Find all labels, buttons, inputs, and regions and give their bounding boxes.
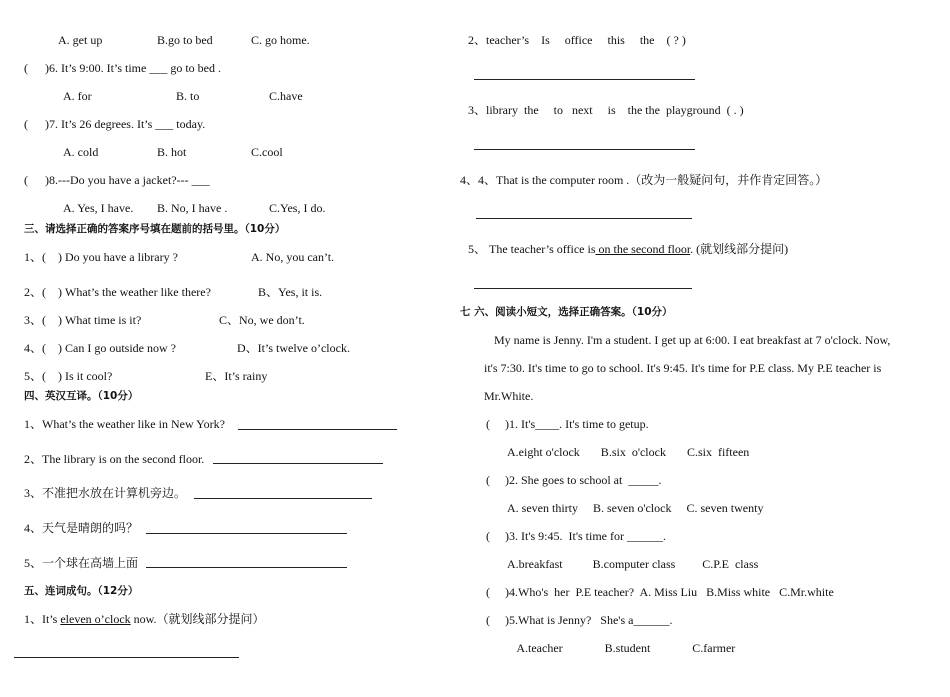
- q7-option-b: B. hot: [157, 145, 187, 159]
- r-q2-paren: (: [486, 473, 490, 487]
- s5-q1: [24, 612, 265, 626]
- s3-a3: C、No, we don’t.: [219, 313, 305, 327]
- s5-q5: [468, 242, 788, 256]
- s4-item3: 3、不准把水放在计算机旁边。: [24, 486, 187, 500]
- s4-item2: 2、The library is on the second floor.: [24, 452, 205, 466]
- q7-option-c: C.cool: [251, 145, 283, 159]
- q8-option-b: B. No, I have .: [157, 201, 228, 215]
- q6-question: )6. It’s 9:00. It’s time ___ go to bed .: [45, 61, 221, 75]
- q6-option-a: A. for: [63, 89, 92, 103]
- section4-title: 四、英汉互译。（10分）: [24, 390, 139, 402]
- s4-item1: 1、What’s the weather like in New York?: [24, 417, 225, 431]
- r-q1-options: A.eight o'clock B.six o'clock C.six fifteen: [507, 445, 750, 459]
- s5-q4: 4、4、That is the computer room .（改为一般疑问句，并作肯定回答。）: [460, 173, 828, 187]
- q5-option-b: B.go to bed: [157, 33, 213, 47]
- s5-q5-underlined: on the second floor: [595, 242, 691, 256]
- q6-option-c: C.have: [269, 89, 303, 103]
- s5-q5-pre: 5、 The teacher’s office is: [468, 242, 596, 256]
- r-q5: )5.What is Jenny? She's a______.: [505, 613, 673, 627]
- r-q1-paren: (: [486, 417, 490, 431]
- s5-q1-underlined: eleven o’clock: [60, 612, 131, 626]
- s5-answer-line3[interactable]: [474, 149, 695, 150]
- s4-answer-line1[interactable]: [238, 429, 397, 430]
- q8-paren: (: [24, 173, 28, 187]
- r-q4: )4.Who's her P.E teacher? A. Miss Liu B.Miss white C.Mr.white: [505, 585, 834, 599]
- s5-q2: 2、teacher’s Is office this the ( ? ): [468, 33, 686, 47]
- s3-q2: 2、( ) What’s the weather like there?: [24, 285, 211, 299]
- s4-item5: 5、一个球在高墙上面: [24, 556, 139, 570]
- s5-q3: 3、library the to next is the the playground ( . ): [468, 103, 744, 117]
- s3-q5: 5、( ) Is it cool?: [24, 369, 113, 383]
- q8-question: )8.---Do you have a jacket?--- ___: [45, 173, 210, 187]
- passage-line1: My name is Jenny. I'm a student. I get up at 6:00. I eat breakfast at 7 o'clock. Now,: [494, 333, 891, 347]
- s5-q5-post: . (就划线部分提问): [690, 242, 789, 256]
- s5-answer-line2[interactable]: [474, 79, 695, 80]
- q5-option-c: C. go home.: [251, 33, 310, 47]
- r-q5-options: A.teacher B.student C.farmer: [502, 641, 736, 655]
- s3-q3: 3、( ) What time is it?: [24, 313, 142, 327]
- r-q2-options: A. seven thirty B. seven o'clock C. seven twenty: [507, 501, 764, 515]
- s3-a2: B、Yes, it is.: [258, 285, 323, 299]
- s5-answer-line4[interactable]: [476, 218, 692, 219]
- s5-answer-line1[interactable]: [14, 657, 239, 658]
- q7-question: )7. It’s 26 degrees. It’s ___ today.: [45, 117, 206, 131]
- q6-paren: (: [24, 61, 28, 75]
- q8-option-a: A. Yes, I have.: [63, 201, 134, 215]
- s4-answer-line5[interactable]: [146, 567, 347, 568]
- s4-item4: 4、天气是晴朗的吗？: [24, 521, 139, 535]
- s4-answer-line2[interactable]: [213, 463, 383, 464]
- r-q4-paren: (: [486, 585, 490, 599]
- s4-answer-line3[interactable]: [194, 498, 372, 499]
- q6-option-b: B. to: [176, 89, 200, 103]
- r-q1: )1. It's____. It's time to getup.: [505, 417, 649, 431]
- section7-title: 七 六、阅读小短文，选择正确答案。（10分）: [460, 306, 673, 318]
- s3-a5: E、It’s rainy: [205, 369, 268, 383]
- s3-a4: D、It’s twelve o’clock.: [237, 341, 350, 355]
- r-q3-paren: (: [486, 529, 490, 543]
- s3-q1: 1、( ) Do you have a library ?: [24, 250, 178, 264]
- s5-q1-pre: 1、It’s: [24, 612, 61, 626]
- s3-q4: 4、( ) Can I go outside now ?: [24, 341, 176, 355]
- q7-paren: (: [24, 117, 28, 131]
- passage-line2: it's 7:30. It's time to go to school. It's 9:45. It's time for P.E class. My P.E teacher is: [484, 361, 882, 375]
- s4-answer-line4[interactable]: [146, 533, 347, 534]
- q8-option-c: C.Yes, I do.: [269, 201, 326, 215]
- s5-answer-line5[interactable]: [474, 288, 692, 289]
- s3-a1: A. No, you can’t.: [251, 250, 335, 264]
- r-q3: )3. It's 9:45. It's time for ______.: [505, 529, 666, 543]
- r-q5-paren: (: [486, 613, 490, 627]
- q5-option-a: A. get up: [58, 33, 103, 47]
- q7-option-a: A. cold: [63, 145, 99, 159]
- r-q2: )2. She goes to school at _____.: [505, 473, 662, 487]
- s5-q1-post: now.（就划线部分提问）: [130, 612, 265, 626]
- r-q3-options: A.breakfast B.computer class C.P.E class: [507, 557, 759, 571]
- section3-title: 三、请选择正确的答案序号填在题前的括号里。（10分）: [24, 223, 286, 235]
- passage-line3: Mr.White.: [484, 389, 534, 403]
- section5-title: 五、连词成句。（12分）: [24, 585, 139, 597]
